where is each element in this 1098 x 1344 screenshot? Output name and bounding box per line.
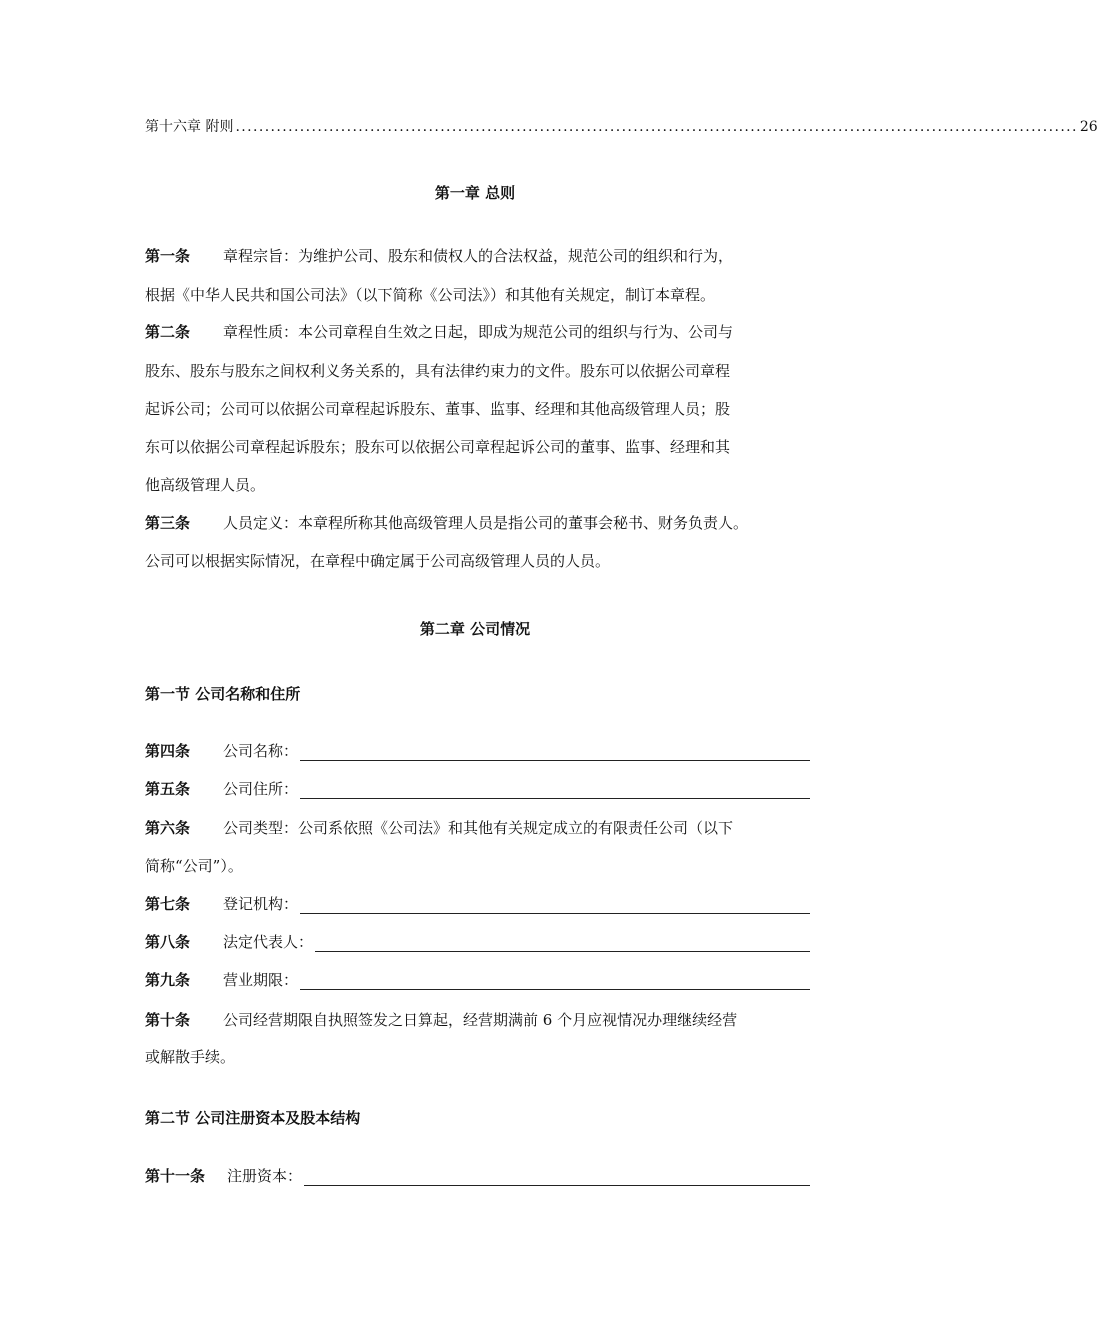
company-name-field[interactable] xyxy=(300,742,810,761)
article-1-text: 章程宗旨：为维护公司、股东和债权人的合法权益，规范公司的组织和行为， xyxy=(223,247,734,265)
registered-capital-label: 注册资本： xyxy=(227,1167,303,1185)
toc-leader-dots: ................................................................................................................................................ xyxy=(235,119,1078,135)
article-8-number: 第八条 xyxy=(145,933,191,951)
chapter-1-heading: 第一章 总则 xyxy=(434,184,516,202)
article-6-line-2: 简称“公司”）。 xyxy=(145,857,243,875)
toc-entry-title: 第十六章 附则 xyxy=(145,119,234,135)
article-6-number: 第六条 xyxy=(145,819,191,837)
article-11-number: 第十一条 xyxy=(145,1167,206,1185)
article-2-line-2: 股东、股东与股东之间权利义务关系的，具有法律约束力的文件。股东可以依据公司章程 xyxy=(145,362,731,380)
article-2-line-5: 他高级管理人员。 xyxy=(145,476,266,494)
toc-entry[interactable] xyxy=(145,116,1098,138)
legal-representative-field[interactable] xyxy=(315,933,810,952)
business-term-field[interactable] xyxy=(300,971,810,990)
article-1-number: 第一条 xyxy=(145,247,191,265)
company-name-label: 公司名称： xyxy=(223,742,299,760)
article-10-text: 公司经营期限自执照签发之日算起，经营期满前 6 个月应视情况办理继续经营 xyxy=(223,1011,738,1029)
article-6-text: 公司类型：公司系依照《公司法》和其他有关规定成立的有限责任公司（以下 xyxy=(223,819,734,837)
article-2-line-3: 起诉公司；公司可以依据公司章程起诉股东、董事、监事、经理和其他高级管理人员；股 xyxy=(145,400,731,418)
article-7-number: 第七条 xyxy=(145,895,191,913)
article-4-number: 第四条 xyxy=(145,742,191,760)
registration-authority-field[interactable] xyxy=(300,895,810,914)
legal-representative-label: 法定代表人： xyxy=(223,933,314,951)
business-term-label: 营业期限： xyxy=(223,971,299,989)
registration-authority-label: 登记机构： xyxy=(223,895,299,913)
article-2 xyxy=(145,322,810,342)
article-10 xyxy=(145,1010,810,1030)
article-2-line-4: 东可以依据公司章程起诉股东；股东可以依据公司章程起诉公司的董事、监事、经理和其 xyxy=(145,438,731,456)
section-1-heading: 第一节 公司名称和住所 xyxy=(145,685,301,703)
company-address-field[interactable] xyxy=(300,780,810,799)
section-2-heading: 第二节 公司注册资本及股本结构 xyxy=(145,1109,361,1127)
article-4 xyxy=(145,741,810,761)
article-10-line-2: 或解散手续。 xyxy=(145,1048,236,1066)
article-8 xyxy=(145,932,810,952)
article-3-number: 第三条 xyxy=(145,514,191,532)
article-3-line-2: 公司可以根据实际情况，在章程中确定属于公司高级管理人员的人员。 xyxy=(145,552,611,570)
article-5-number: 第五条 xyxy=(145,780,191,798)
article-3 xyxy=(145,513,810,533)
article-9-number: 第九条 xyxy=(145,971,191,989)
article-2-number: 第二条 xyxy=(145,323,191,341)
registered-capital-field[interactable] xyxy=(304,1167,810,1186)
article-3-text: 人员定义：本章程所称其他高级管理人员是指公司的董事会秘书、财务负责人。 xyxy=(223,514,749,532)
article-5 xyxy=(145,779,810,799)
article-2-text: 章程性质：本公司章程自生效之日起，即成为规范公司的组织与行为、公司与 xyxy=(223,323,734,341)
article-7 xyxy=(145,894,810,914)
article-10-number: 第十条 xyxy=(145,1011,191,1029)
chapter-2-heading: 第二章 公司情况 xyxy=(419,620,531,638)
company-address-label: 公司住所： xyxy=(223,780,299,798)
article-1 xyxy=(145,246,810,266)
toc-entry-page: 26 xyxy=(1079,119,1098,135)
article-9 xyxy=(145,970,810,990)
article-11 xyxy=(145,1166,810,1186)
article-6 xyxy=(145,818,810,838)
article-1-line-2: 根据《中华人民共和国公司法》（以下简称《公司法》）和其他有关规定，制订本章程。 xyxy=(145,286,716,304)
